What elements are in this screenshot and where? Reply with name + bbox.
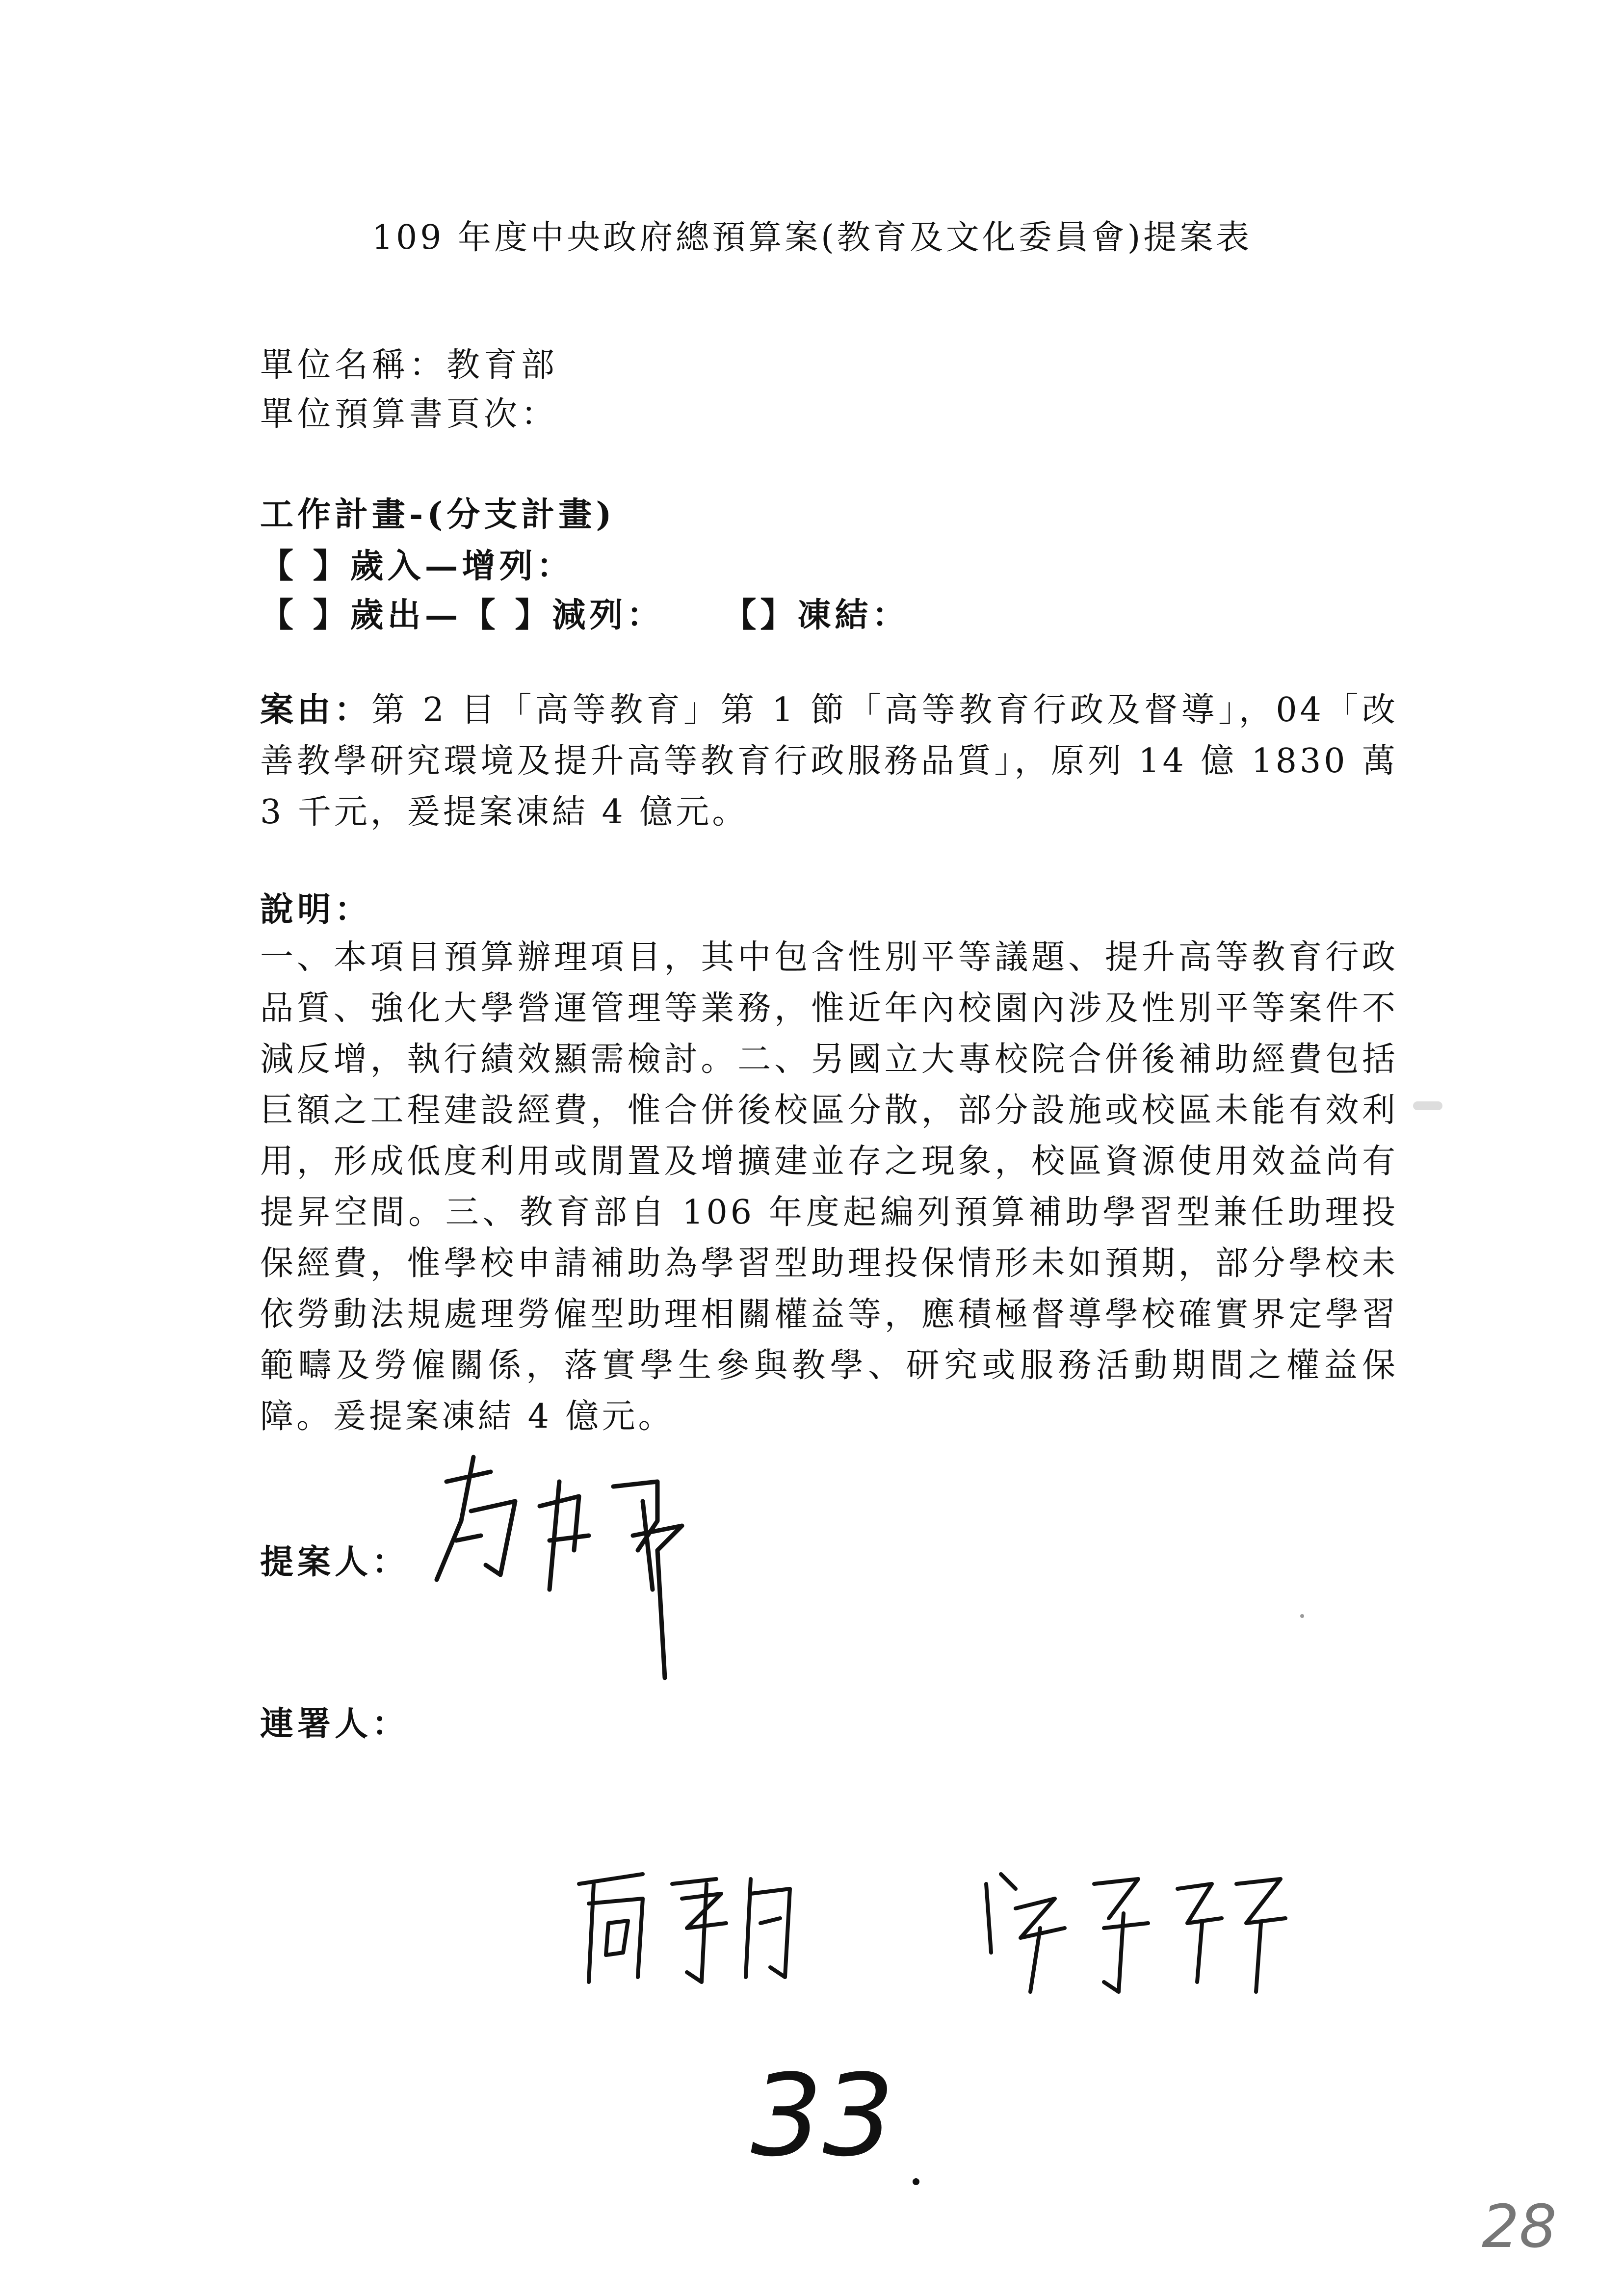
explain-text: 一、本項目預算辦理項目，其中包含性別平等議題、提升高等教育行政品質、強化大學營運管理等業務，惟近年內校園內涉及性別平等案件不減反增，執行績效顯需檢討。二、另國立大專校院合併後補助經費包括巨額之工程建設經費，惟合併後校區分散，部分設施或校區未能有效利用，形成低度利用或閒置及增擴建並存之現象，校區資源使用效益尚有提昇空間。三、教育部自 106 年度起編列預算補助學習型兼任助理投保經費，惟學校申請補助為學習型助理投保情形未如預期，部分學校未依勞動法規處理勞僱型助理相關權益等，應積極督導學校確實界定學習範疇及勞僱關係，落實學生參與教學、研究或服務活動期間之權益保障。爰提案凍結 4 億元。 [260, 938, 1398, 1436]
revenue-line: 【 】歲入—增列： [260, 547, 574, 586]
case-paragraph [260, 684, 1398, 838]
cosigner-label: 連署人： [260, 1704, 410, 1744]
proposer-label: 提案人： [260, 1542, 410, 1582]
work-plan: 工作計畫-(分支計畫) [260, 495, 616, 534]
explain-label: 說明： [260, 890, 372, 929]
document-title: 109 年度中央政府總預算案(教育及文化委員會)提案表 [371, 218, 1253, 257]
scan-speck [1300, 1614, 1304, 1618]
handwritten-number: 33 [751, 2051, 894, 2182]
page-mark: 28 [1482, 2193, 1557, 2261]
proposer-signature [427, 1452, 731, 1707]
ink-dot [913, 2178, 919, 2185]
expense-line: 【 】歲出—【 】減列： [260, 596, 664, 635]
expense-freeze-row [260, 589, 909, 636]
unit-name: 單位名稱：教育部 [260, 346, 559, 385]
freeze-line: 【】凍結： [723, 596, 910, 635]
case-label: 案由： [260, 690, 371, 730]
case-text: 第 2 目「高等教育」第 1 節「高等教育行政及督導」，04「改善教學研究環境及提升高等教育行政服務品質」，原列 14 億 1830 萬 3 千元，爰提案凍結 4 億元。 [260, 691, 1398, 832]
unit-pages: 單位預算書頁次： [260, 395, 559, 434]
cosigner-signatures [559, 1854, 1344, 2011]
scan-speck [1413, 1101, 1442, 1110]
